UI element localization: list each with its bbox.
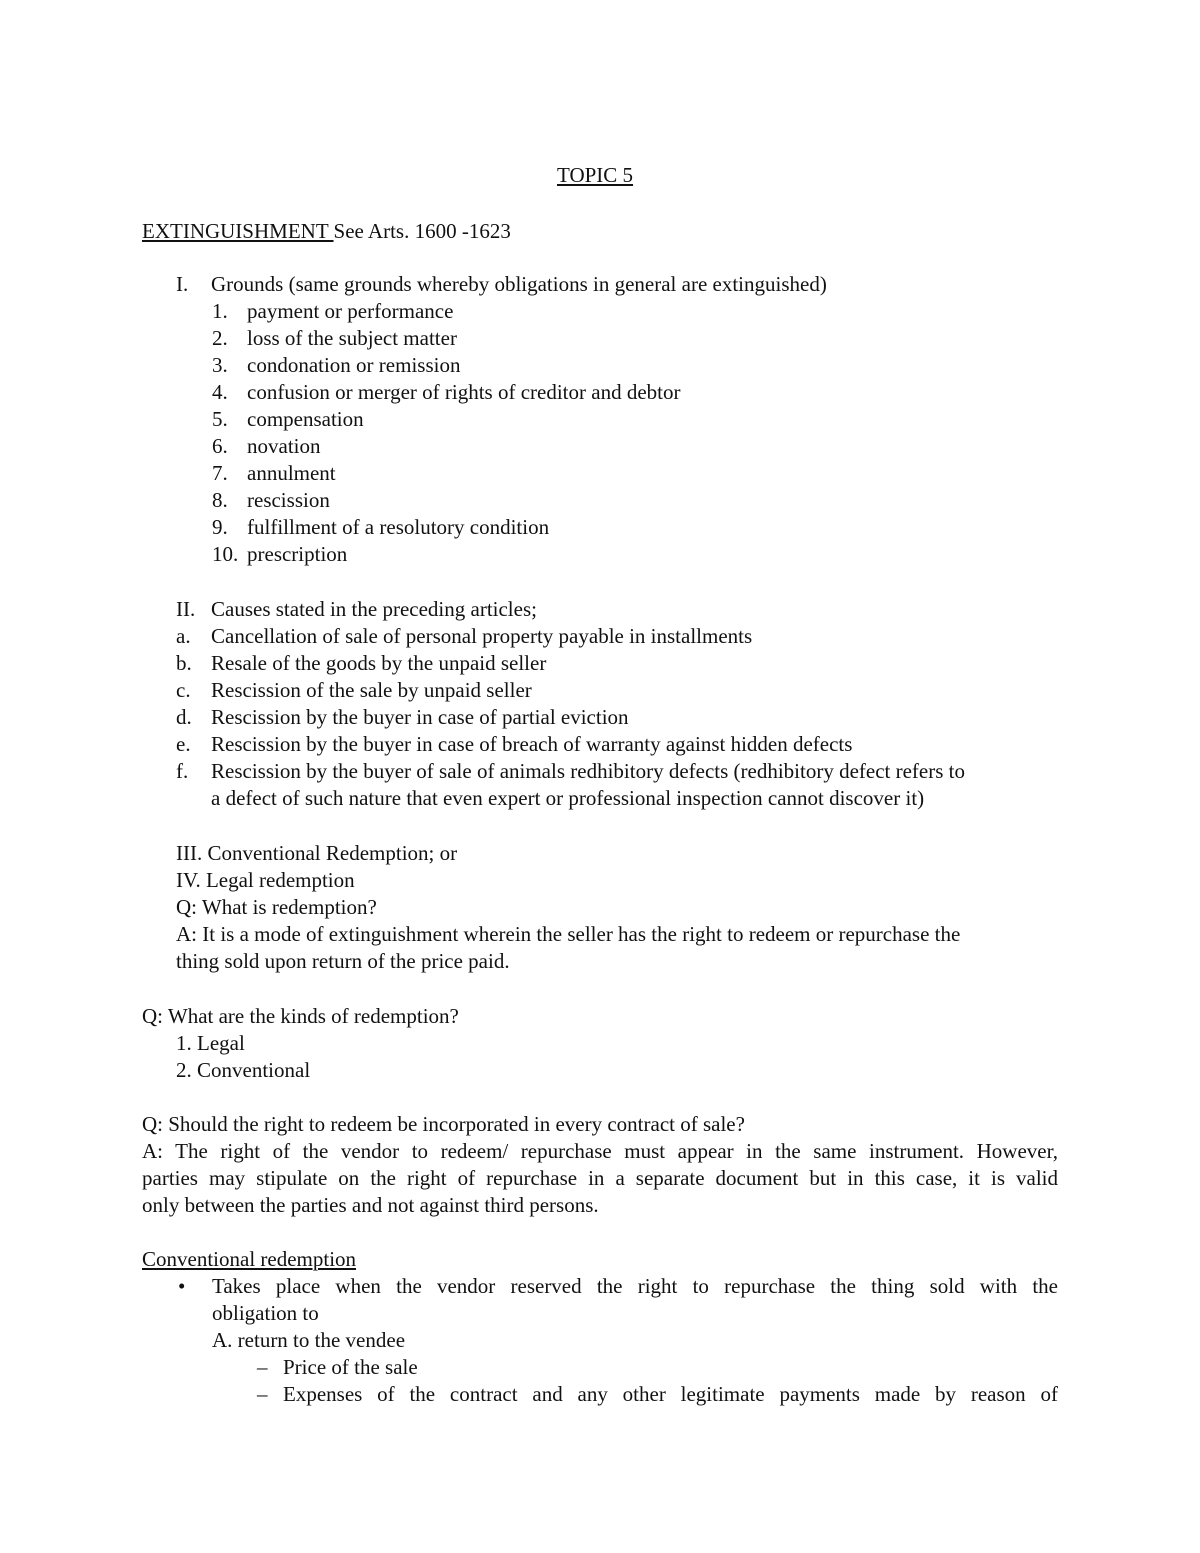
- list-item: confusion or merger of rights of creditor and debtor: [247, 380, 681, 404]
- list-item: Rescission by the buyer in case of breach of warranty against hidden defects: [211, 732, 853, 756]
- list-item: 1. Legal: [176, 1031, 245, 1055]
- question: Q: What are the kinds of redemption?: [142, 1004, 459, 1028]
- heading-underlined: EXTINGUISHMENT: [142, 219, 334, 243]
- subsection-heading: Conventional redemption: [142, 1247, 357, 1271]
- answer-continuation: thing sold upon return of the price paid.: [176, 949, 510, 973]
- list-item: compensation: [247, 407, 364, 431]
- list-item: fulfillment of a resolutory condition: [247, 515, 550, 539]
- answer-continuation: only between the parties and not against third persons.: [142, 1193, 599, 1217]
- list-item-number: 10.: [212, 542, 239, 566]
- list-item-number: 9.: [212, 515, 228, 539]
- list-item-letter: c.: [176, 678, 191, 702]
- list-item-number: 6.: [212, 434, 228, 458]
- list-item: 2. Conventional: [176, 1058, 311, 1082]
- list-item: annulment: [247, 461, 336, 485]
- sub-item: A. return to the vendee: [212, 1328, 406, 1352]
- list-item: loss of the subject matter: [247, 326, 457, 350]
- page-title: TOPIC 5: [557, 163, 634, 187]
- list-item: rescission: [247, 488, 330, 512]
- list-item-number: 1.: [212, 299, 228, 323]
- list-item-letter: e.: [176, 732, 191, 756]
- bullet-text: Takes place when the vendor reserved the right to repurchase the thing sold with the: [212, 1274, 1058, 1298]
- list-item-letter: f.: [176, 759, 189, 783]
- dash-marker: –: [257, 1355, 268, 1379]
- list-item-number: 3.: [212, 353, 228, 377]
- section-3-heading: III. Conventional Redemption; or: [176, 841, 458, 865]
- dash-item: Price of the sale: [283, 1355, 418, 1379]
- dash-marker: –: [257, 1382, 268, 1406]
- list-item-number: 8.: [212, 488, 228, 512]
- bullet-text-continuation: obligation to: [212, 1301, 319, 1325]
- list-item: prescription: [247, 542, 348, 566]
- section-2-marker: II.: [176, 597, 196, 621]
- question: Q: Should the right to redeem be incorporated in every contract of sale?: [142, 1112, 745, 1136]
- list-item: Rescission by the buyer in case of partial eviction: [211, 705, 629, 729]
- answer: A: It is a mode of extinguishment wherein the seller has the right to redeem or repurchase the: [176, 922, 961, 946]
- answer: A: The right of the vendor to redeem/ repurchase must appear in the same instrument. However,: [142, 1139, 1058, 1163]
- section-1-text: Grounds (same grounds whereby obligations in general are extinguished): [211, 272, 827, 296]
- list-item: condonation or remission: [247, 353, 461, 377]
- list-item-letter: d.: [176, 705, 192, 729]
- list-item-letter: b.: [176, 651, 192, 675]
- list-item-number: 2.: [212, 326, 228, 350]
- list-item-number: 5.: [212, 407, 228, 431]
- section-2-text: Causes stated in the preceding articles;: [211, 597, 537, 621]
- list-item-number: 4.: [212, 380, 228, 404]
- heading-articles: See Arts. 1600 -1623: [333, 219, 511, 243]
- answer-continuation: parties may stipulate on the right of repurchase in a separate document but in this case, it is valid: [142, 1166, 1058, 1190]
- list-item-letter: a.: [176, 624, 191, 648]
- bullet: •: [178, 1274, 186, 1298]
- list-item-continuation: a defect of such nature that even expert or professional inspection cannot discover it): [211, 786, 925, 810]
- dash-item: Expenses of the contract and any other legitimate payments made by reason of: [283, 1382, 1058, 1406]
- section-heading: [142, 218, 511, 244]
- list-item: Rescission of the sale by unpaid seller: [211, 678, 532, 702]
- list-item: Cancellation of sale of personal property payable in installments: [211, 624, 753, 648]
- section-4-heading: IV. Legal redemption: [176, 868, 355, 892]
- list-item: Rescission by the buyer of sale of animals redhibitory defects (redhibitory defect refers to: [211, 759, 966, 783]
- question: Q: What is redemption?: [176, 895, 377, 919]
- list-item-number: 7.: [212, 461, 228, 485]
- list-item: payment or performance: [247, 299, 454, 323]
- list-item: Resale of the goods by the unpaid seller: [211, 651, 547, 675]
- section-1-marker: I.: [176, 272, 189, 296]
- list-item: novation: [247, 434, 321, 458]
